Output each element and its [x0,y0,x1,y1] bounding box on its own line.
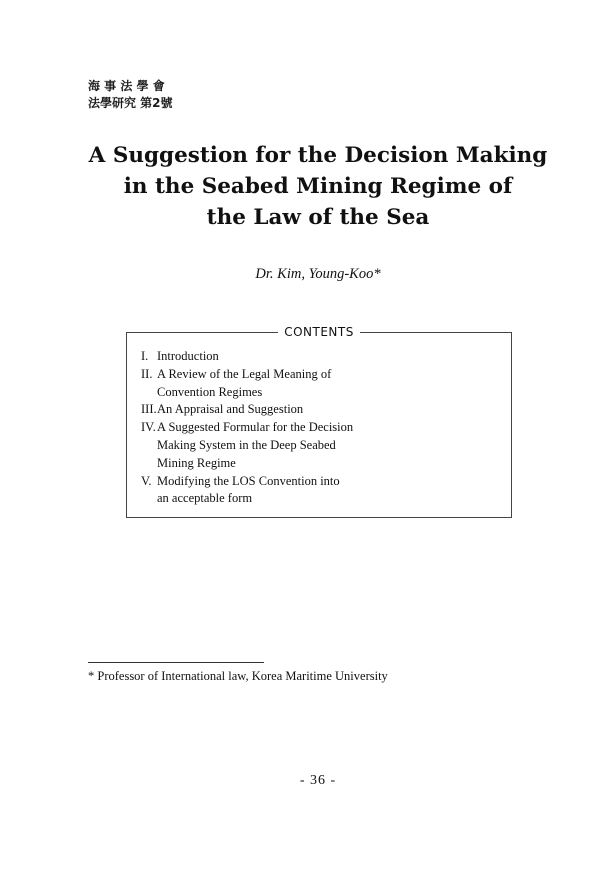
journal-header [88,78,173,112]
contents-item-text: Making System in the Deep Seabed [157,437,336,452]
contents-item-number: IV. [141,420,156,435]
contents-header [126,324,512,340]
author-name: Dr. Kim, Young-Koo* [255,266,381,282]
title-line: the Law of the Sea [206,205,430,230]
contents-item-text: Introduction [157,349,219,363]
footnote-divider [88,662,264,663]
contents-item-text: Mining Regime [157,455,236,470]
contents-item-text: Modifying the LOS Convention into [157,473,340,488]
contents-item-number: III. [141,402,157,417]
contents-item [141,366,353,402]
society-name: 海 事 法 學 會 [88,79,165,93]
contents-box [126,325,512,518]
contents-list [141,348,353,508]
contents-item [141,419,353,472]
footnote: * Professor of International law, Korea Maritime University [88,669,388,683]
divider [360,332,512,333]
divider [126,332,278,333]
contents-item [141,348,353,366]
contents-item-text: A Review of the Legal Meaning of [157,366,332,381]
contents-item [141,473,353,509]
contents-item-number: II. [141,366,153,381]
contents-item-text: A Suggested Formular for the Decision [157,420,354,435]
contents-item-text: an acceptable form [157,491,253,506]
contents-item-number: V. [141,473,152,488]
contents-item-number: I. [141,349,149,363]
page-number: - 36 - [299,773,337,788]
journal-issue: 法學研究 第2號 [88,96,173,110]
title-line: A Suggestion for the Decision Making [88,143,548,168]
paper-title [0,140,600,233]
contents-item-text: An Appraisal and Suggestion [157,402,304,417]
contents-item-text: Convention Regimes [157,384,263,399]
contents-item [141,401,353,419]
title-line: in the Seabed Mining Regime of [123,174,513,199]
contents-heading: CONTENTS [284,325,354,339]
